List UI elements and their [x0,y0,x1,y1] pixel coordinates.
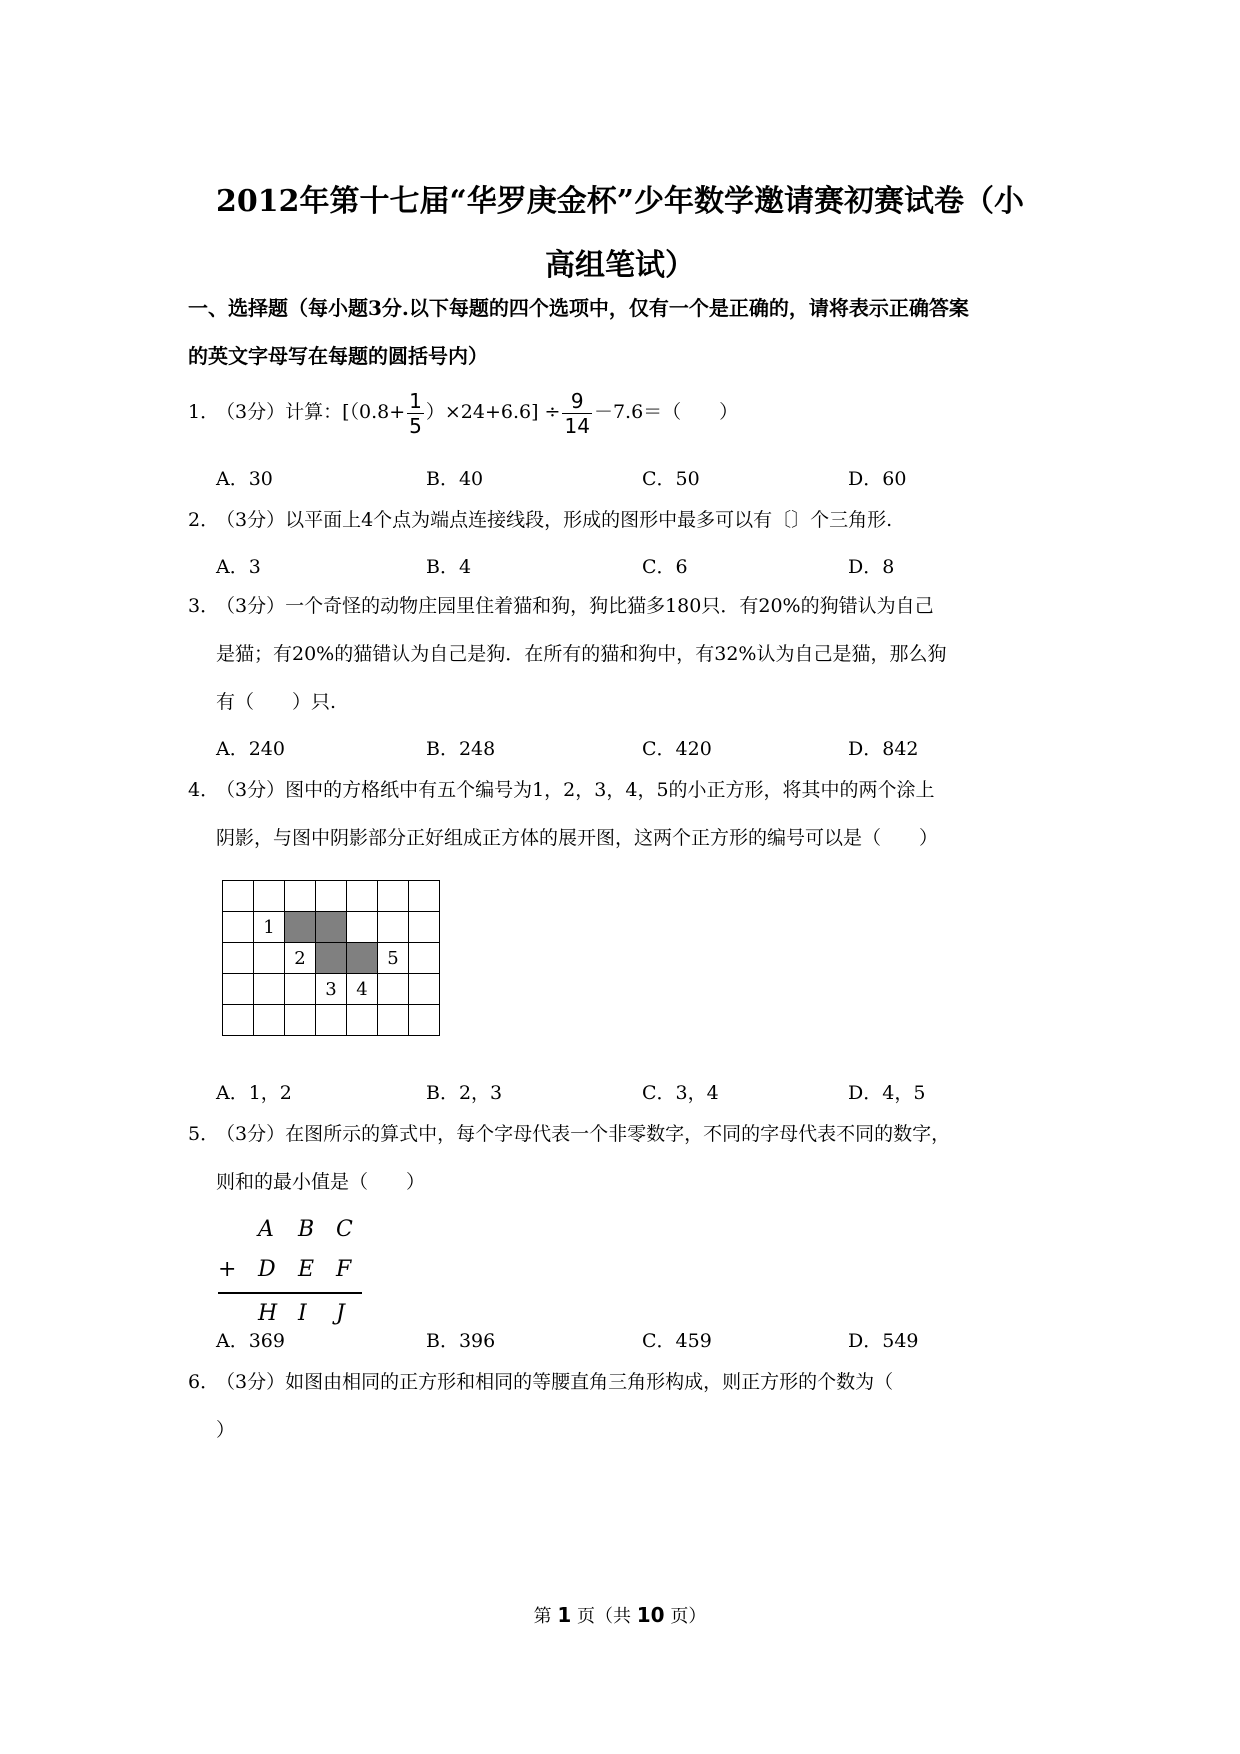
question-3 [188,582,1068,713]
grid-cell [378,881,409,912]
option-a[interactable]: A．30 [216,468,273,490]
option-c[interactable]: C．3，4 [642,1082,719,1104]
question-1-expression [216,388,1068,438]
question-number: 6． [188,1371,220,1393]
option-a[interactable]: A．1，2 [216,1082,292,1104]
option-c[interactable]: C．420 [642,738,712,760]
grid-cell-5: 5 [378,943,409,974]
question-2 [188,496,1068,544]
letter-j: J [336,1301,345,1326]
grid-row [223,912,440,943]
option-a[interactable]: A．240 [216,738,285,760]
footer-mid: 页（共 [571,1606,637,1627]
option-c[interactable]: C．50 [642,468,700,490]
fraction-denominator: 14 [564,413,590,438]
option-b[interactable]: B．40 [426,468,484,490]
question-line: （3分）在图所示的算式中，每个字母代表一个非零数字，不同的字母代表不同的数字， [216,1123,951,1145]
letter-i: I [298,1301,307,1326]
grid-cell [254,974,285,1005]
fraction-numerator: 1 [409,388,422,413]
addition-row-1 [218,1210,362,1250]
letter-b: B [298,1217,315,1242]
plus-sign: + [218,1257,237,1282]
question-text [216,1358,1068,1454]
letter-h: H [258,1301,278,1326]
grid-row [223,881,440,912]
addition-figure [218,1210,362,1334]
option-b[interactable]: B．396 [426,1330,496,1352]
grid-cell-shaded [316,943,347,974]
grid-row [223,974,440,1005]
grid-cell-2: 2 [285,943,316,974]
grid-cell [409,943,440,974]
fraction-numerator: 9 [562,389,591,414]
expr-part-1: （3分）计算：[（0.8+ [216,401,406,423]
question-6 [188,1358,1068,1441]
grid-cell-4: 4 [347,974,378,1005]
section-heading [188,284,1068,380]
fraction-one-fifth [407,389,424,438]
question-4 [188,766,1068,849]
option-a[interactable]: A．369 [216,1330,285,1352]
grid-cell [409,881,440,912]
option-d[interactable]: D．8 [848,556,895,578]
fraction-denominator: 5 [409,413,422,438]
question-line: 阴影，与图中阴影部分正好组成正方体的展开图，这两个正方形的编号可以是（ ） [216,827,939,849]
grid-cell [347,881,378,912]
footer-total-pages: 10 [636,1603,665,1627]
question-line: 则和的最小值是（ ） [216,1171,426,1193]
expr-part-2: ）×24+6.6] ÷ [425,401,561,423]
grid-cell [223,912,254,943]
option-c[interactable]: C．459 [642,1330,712,1352]
question-number: 2． [188,509,220,531]
grid-cell [347,1005,378,1036]
grid-cell [254,943,285,974]
page-title [150,170,1090,298]
letter-a: A [258,1217,274,1242]
square-grid-figure [222,880,440,1036]
footer-page-number: 1 [557,1603,572,1627]
expr-part-3: －7.6＝（ ） [593,401,739,423]
section-heading-line-1: 一、选择题（每小题3分.以下每题的四个选项中，仅有一个是正确的，请将表示正确答案 [188,296,969,320]
grid-cell [316,1005,347,1036]
option-d[interactable]: D．60 [848,468,907,490]
question-line: ） [216,1419,236,1441]
question-line: （3分）图中的方格纸中有五个编号为1，2，3，4，5的小正方形，将其中的两个涂上 [216,779,935,801]
letter-e: E [298,1257,315,1282]
grid-cell [378,974,409,1005]
grid-cell [409,1005,440,1036]
grid-cell [378,912,409,943]
section-heading-line-2: 的英文字母写在每题的圆括号内） [188,344,488,368]
question-number: 4． [188,779,220,801]
letter-f: F [336,1257,352,1282]
grid-cell [285,1005,316,1036]
question-5 [188,1110,1068,1193]
option-b[interactable]: B．2，3 [426,1082,503,1104]
letter-d: D [258,1257,276,1282]
title-line-2: 高组笔试） [545,248,695,283]
option-a[interactable]: A．3 [216,556,261,578]
question-line: （3分）如图由相同的正方形和相同的等腰直角三角形构成，则正方形的个数为（ [216,1371,894,1393]
grid-cell-shaded [316,912,347,943]
option-d[interactable]: D．4，5 [848,1082,926,1104]
grid-cell [223,881,254,912]
fraction-nine-fourteenths [562,389,591,438]
option-b[interactable]: B．4 [426,556,472,578]
question-line: 是猫；有20%的猫错认为自己是狗．在所有的猫和狗中，有32%认为自己是猫，那么狗 [216,643,947,665]
question-line: 有（ ）只. [216,691,337,713]
footer-pre: 第 [533,1606,558,1627]
grid-cell [223,974,254,1005]
grid-cell [223,943,254,974]
question-1 [188,388,1068,436]
grid-cell [254,881,285,912]
grid-cell [285,881,316,912]
grid-cell-1: 1 [254,912,285,943]
grid-cell-3: 3 [316,974,347,1005]
grid-cell-shaded [347,943,378,974]
grid-cell [409,912,440,943]
question-text: （3分）以平面上4个点为端点连接线段，形成的图形中最多可以有〔〕个三角形. [216,509,893,531]
grid-row [223,943,440,974]
grid-cell [285,974,316,1005]
question-text [216,1110,1068,1206]
grid-row [223,1005,440,1036]
option-d[interactable]: D．842 [848,738,919,760]
page-footer [0,1600,1240,1632]
question-number: 1． [188,401,220,423]
grid-cell [223,1005,254,1036]
option-c[interactable]: C．6 [642,556,688,578]
grid-cell [378,1005,409,1036]
letter-c: C [336,1217,353,1242]
option-b[interactable]: B．248 [426,738,496,760]
question-text [216,582,1068,726]
option-d[interactable]: D．549 [848,1330,919,1352]
title-line-1: 2012年第十七届“华罗庚金杯”少年数学邀请赛初赛试卷（小 [215,184,1024,219]
addition-row-2 [218,1250,362,1290]
grid-cell [316,881,347,912]
grid-cell [347,912,378,943]
question-number: 3． [188,595,220,617]
grid-cell [254,1005,285,1036]
question-text [216,766,1068,862]
grid-cell-shaded [285,912,316,943]
question-line: （3分）一个奇怪的动物庄园里住着猫和狗，狗比猫多180只．有20%的狗错认为自己 [216,595,934,617]
grid-cell [409,974,440,1005]
footer-post: 页） [664,1606,707,1627]
question-number: 5． [188,1123,220,1145]
